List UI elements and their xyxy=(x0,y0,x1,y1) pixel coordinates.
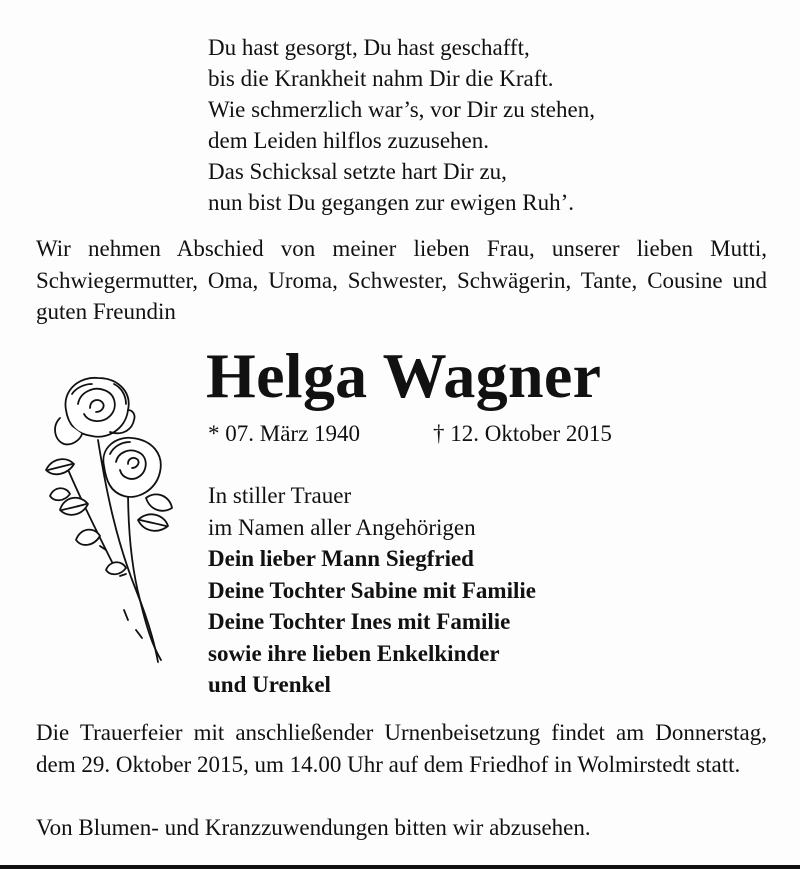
intro-text: Wir nehmen Abschied von meiner lieben Frau, unserer lieben Mutti, Schwiegermutter, Oma, Uroma, Schwester, Schwägerin, Tante, Cousine und guten Freundin xyxy=(36,236,767,324)
mourners-line: In stiller Trauer xyxy=(208,483,352,508)
mourner-daughter-ines: Deine Tochter Ines mit Familie xyxy=(208,609,511,634)
birth-date: * 07. März 1940 xyxy=(208,421,361,446)
poem-line: dem Leiden hilflos zuzusehen. xyxy=(208,128,490,153)
mourners-line: im Namen aller Angehörigen xyxy=(208,514,476,540)
poem-line: Das Schicksal setzte hart Dir zu, xyxy=(208,159,507,184)
death-date: † 12. Oktober 2015 xyxy=(433,421,612,446)
mourner-husband: Dein lieber Mann Siegfried xyxy=(208,546,474,571)
closing-note: Von Blumen- und Kranzzuwendungen bitten wir abzusehen. xyxy=(36,815,591,840)
poem-line: Wie schmerzlich war’s, vor Dir zu stehen, xyxy=(208,97,595,122)
roses-illustration-icon xyxy=(36,370,186,670)
life-dates xyxy=(208,418,728,450)
mourner-daughter-sabine: Deine Tochter Sabine mit Familie xyxy=(208,577,536,603)
mourner-grandchildren: sowie ihre lieben Enkelkinder xyxy=(208,640,500,666)
mourner-great-grandchildren: und Urenkel xyxy=(208,672,331,697)
poem xyxy=(208,32,688,218)
poem-line: bis die Krankheit nahm Dir die Kraft. xyxy=(208,66,554,91)
poem-line: Du hast gesorgt, Du hast geschafft, xyxy=(208,35,530,60)
deceased-name: Helga Wagner xyxy=(206,340,602,411)
funeral-info: Die Trauerfeier mit anschließender Urnenbeisetzung findet am Donnerstag, dem 29. Oktober 2015, um 14.00 Uhr auf dem Friedhof in Wolmirstedt statt. xyxy=(36,720,767,777)
bottom-border xyxy=(0,865,800,869)
poem-line: nun bist Du gegangen zur ewigen Ruh’. xyxy=(208,190,575,215)
mourners-list xyxy=(208,480,728,701)
